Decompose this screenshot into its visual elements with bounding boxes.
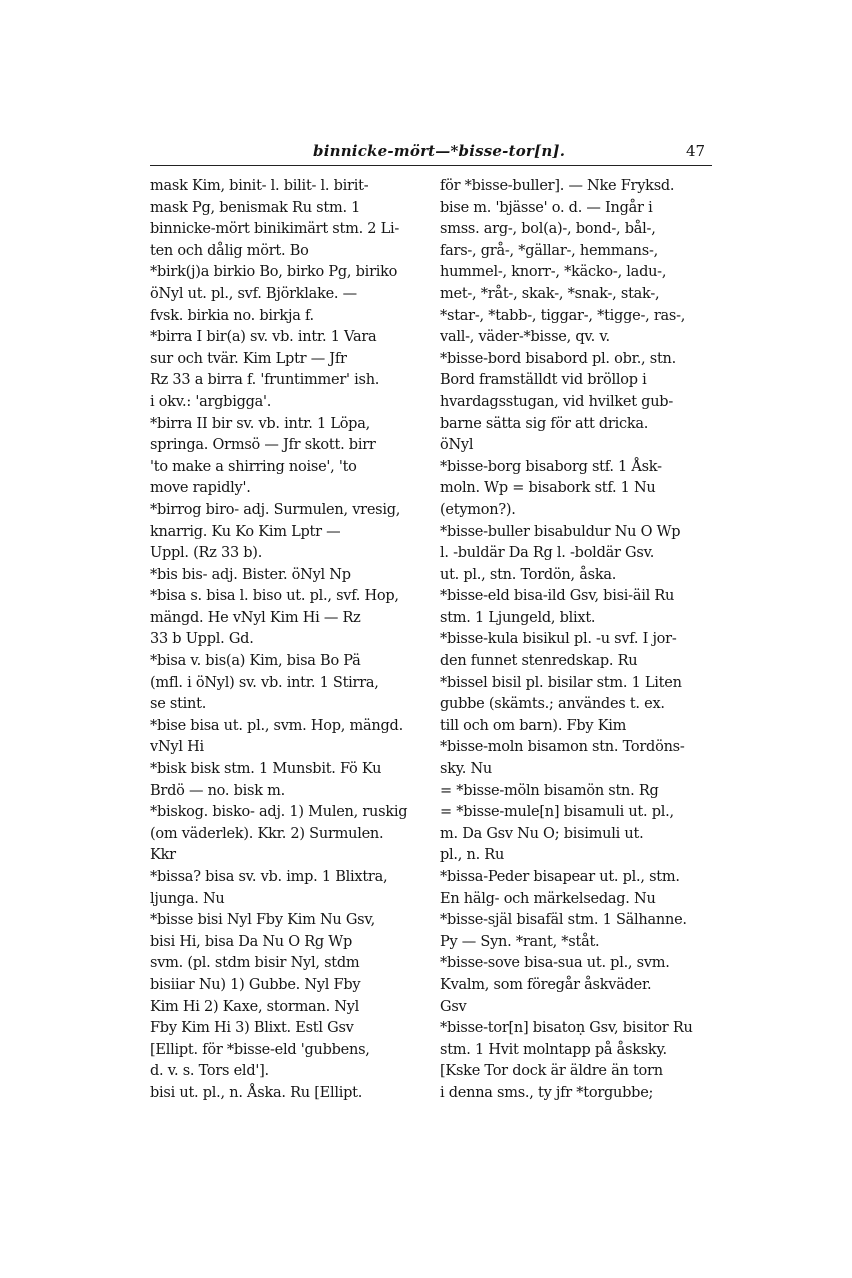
entry-line: 33 b Uppl. Gd. (150, 631, 254, 648)
entry-line: hvardagsstugan, vid hvilket gub- (440, 393, 673, 410)
entry-line: *bisse-själ bisafäl stm. 1 Sälhanne. (440, 912, 687, 929)
entry-line: 'to make a shirring noise', 'to (150, 458, 357, 475)
entry-line: m. Da Gsv Nu O; bisimuli ut. (440, 825, 644, 842)
entry-line: Kim Hi 2) Kaxe, storman. Nyl (150, 998, 360, 1015)
entry-line: stm. 1 Ljungeld, blixt. (440, 609, 596, 626)
entry-line: [Kske Tor dock är äldre än torn (440, 1063, 663, 1080)
running-head: binnicke-mört—*bisse-tor[n]. (313, 142, 566, 160)
entry-line: se stint. (150, 696, 207, 713)
entry-line: bisi Hi, bisa Da Nu O Rg Wp (150, 933, 352, 950)
entry-line: svm. (pl. stdm bisir Nyl, stdm (150, 955, 360, 972)
entry-line: *bisa s. bisa l. biso ut. pl., svf. Hop, (150, 588, 399, 605)
entry-line: i denna sms., ty jfr *torgubbe; (440, 1084, 654, 1101)
entry-line: (etymon?). (440, 501, 516, 518)
entry-line: Fby Kim Hi 3) Blixt. Estl Gsv (150, 1020, 354, 1037)
entry-line: bisi ut. pl., n. Åska. Ru [Ellipt. (150, 1084, 363, 1101)
entry-line: för *bisse-buller]. — Nke Fryksd. (440, 178, 675, 194)
entry-line: fars-, grå-, *gällar-, hemmans-, (440, 242, 658, 259)
entry-line: Py — Syn. *rant, *ståt. (440, 933, 600, 950)
entry-line: *bisa v. bis(a) Kim, bisa Bo Pä (150, 653, 361, 670)
entry-line: pl., n. Ru (440, 847, 505, 864)
entry-line: mängd. He vNyl Kim Hi — Rz (150, 609, 361, 626)
entry-line: bisiiar Nu) 1) Gubbe. Nyl Fby (150, 976, 361, 993)
entry-line: sky. Nu (440, 761, 492, 778)
entry-line: *bis bis- adj. Bister. öNyl Np (150, 566, 351, 583)
entry-line: *birrog biro- adj. Surmulen, vresig, (150, 501, 401, 518)
entry-line: springa. Ormsö — Jfr skott. birr (150, 437, 376, 454)
entry-line: Rz 33 a birra f. 'fruntimmer' ish. (150, 372, 380, 389)
entry-line: *bisse-moln bisamon stn. Tordöns- (440, 739, 685, 756)
entry-line: hummel-, knorr-, *käcko-, ladu-, (440, 264, 667, 281)
entry-line: stm. 1 Hvit molntapp på åsksky. (440, 1041, 667, 1058)
entry-line: i okv.: 'argbigga'. (150, 393, 272, 410)
entry-line: Bord framställdt vid bröllop i (440, 372, 647, 389)
header-rule (150, 165, 712, 166)
entry-line: den funnet stenredskap. Ru (440, 653, 638, 670)
entry-line: moln. Wp = bisabork stf. 1 Nu (440, 480, 656, 497)
entry-line: *bissa? bisa sv. vb. imp. 1 Blixtra, (150, 869, 388, 885)
entry-line: *birk(j)a birkio Bo, birko Pg, biriko (150, 264, 398, 281)
entry-line: = *bisse-möln bisamön stn. Rg (440, 782, 659, 799)
entry-line: ljunga. Nu (150, 890, 225, 907)
entry-line: binnicke-mört binikimärt stm. 2 Li- (150, 221, 400, 238)
entry-line: move rapidly'. (150, 480, 251, 497)
entry-line: barne sätta sig för att dricka. (440, 415, 649, 432)
page-number: 47 (686, 142, 706, 160)
entry-line: öNyl ut. pl., svf. Björklake. — (150, 285, 357, 302)
entry-line: öNyl (440, 437, 474, 454)
entry-line: Gsv (440, 998, 467, 1015)
entry-line: *bisse-buller bisabuldur Nu O Wp (440, 523, 681, 540)
entry-line: (om väderlek). Kkr. 2) Surmulen. (150, 825, 384, 842)
entry-line: bise m. 'bjässe' o. d. — Ingår i (440, 199, 653, 216)
entry-line: ten och dålig mört. Bo (150, 242, 309, 259)
entry-line: d. v. s. Tors eld']. (150, 1063, 269, 1080)
entry-line: l. -buldär Da Rg l. -boldär Gsv. (440, 545, 655, 562)
entry-line: Brdö — no. bisk m. (150, 782, 285, 799)
entry-line: Kkr (150, 847, 176, 864)
entry-line: *bisse-bord bisabord pl. obr., stn. (440, 350, 676, 367)
entry-line: *birra II bir sv. vb. intr. 1 Löpa, (150, 415, 370, 432)
entry-line: till och om barn). Fby Kim (440, 717, 627, 734)
entry-line: *bisse bisi Nyl Fby Kim Nu Gsv, (150, 912, 375, 929)
entry-line: = *bisse-mule[n] bisamuli ut. pl., (440, 804, 674, 821)
entry-line: sur och tvär. Kim Lptr — Jfr (150, 350, 347, 367)
entry-line: *bisse-kula bisikul pl. -u svf. I jor- (440, 631, 677, 648)
right-column (440, 176, 718, 1105)
entry-line: Kvalm, som föregår åskväder. (440, 976, 652, 993)
entry-line: *bissel bisil pl. bisilar stm. 1 Liten (440, 674, 682, 691)
entry-line: Uppl. (Rz 33 b). (150, 545, 263, 562)
entry-line: *birra I bir(a) sv. vb. intr. 1 Vara (150, 329, 377, 346)
entry-line: (mfl. i öNyl) sv. vb. intr. 1 Stirra, (150, 674, 379, 691)
entry-line: *biskog. bisko- adj. 1) Mulen, ruskig (150, 804, 408, 821)
entry-line: fvsk. birkia no. birkja f. (150, 307, 314, 324)
entry-line: mask Kim, binit- l. bilit- l. birit- (150, 178, 369, 194)
entry-line: *bissa-Peder bisapear ut. pl., stm. (440, 869, 680, 885)
entry-line: *bisse-sove bisa-sua ut. pl., svm. (440, 955, 670, 972)
entry-line: *bisse-tor[n] bisatoṇ Gsv, bisitor Ru (440, 1020, 693, 1037)
entry-line: *bisk bisk stm. 1 Munsbit. Fö Ku (150, 761, 382, 778)
entry-line: vNyl Hi (150, 739, 204, 756)
entry-line: gubbe (skämts.; användes t. ex. (440, 696, 665, 713)
left-column (150, 176, 432, 1105)
entry-line: *bisse-borg bisaborg stf. 1 Åsk- (440, 458, 662, 475)
entry-line: *star-, *tabb-, tiggar-, *tigge-, ras-, (440, 307, 686, 324)
entry-line: smss. arg-, bol(a)-, bond-, bål-, (440, 221, 656, 238)
entry-line: ut. pl., stn. Tordön, åska. (440, 566, 617, 583)
entry-line: En hälg- och märkelsedag. Nu (440, 890, 656, 907)
entry-line: vall-, väder-*bisse, qv. v. (440, 329, 610, 346)
entry-line: mask Pg, benismak Ru stm. 1 (150, 199, 361, 216)
entry-line: [Ellipt. för *bisse-eld 'gubbens, (150, 1041, 370, 1058)
entry-line: met-, *råt-, skak-, *snak-, stak-, (440, 285, 660, 302)
entry-line: knarrig. Ku Ko Kim Lptr — (150, 523, 341, 540)
entry-line: *bise bisa ut. pl., svm. Hop, mängd. (150, 717, 403, 734)
entry-line: *bisse-eld bisa-ild Gsv, bisi-äil Ru (440, 588, 675, 605)
